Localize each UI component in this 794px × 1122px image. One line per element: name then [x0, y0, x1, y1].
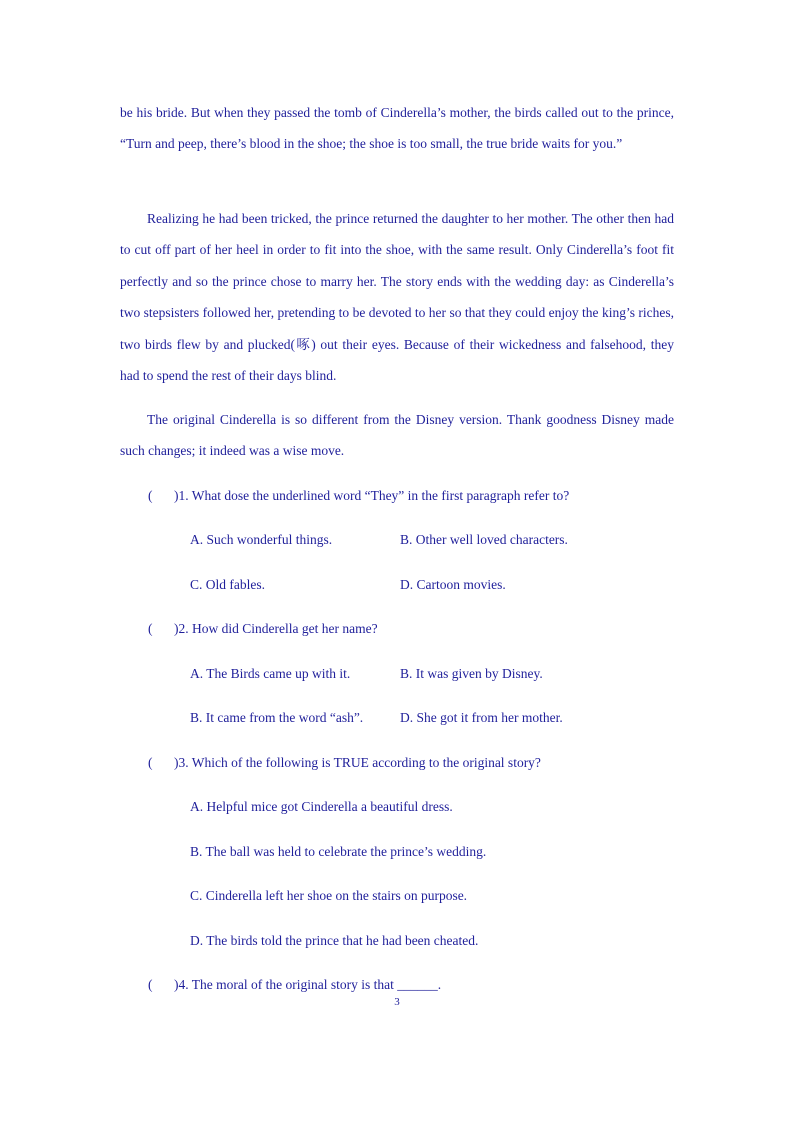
question-text: )2. How did Cinderella get her name? [174, 621, 378, 636]
question-1 [148, 486, 569, 506]
q2-option-b: B. It was given by Disney. [400, 666, 543, 681]
answer-blank: ( [148, 755, 153, 770]
q1-option-d: D. Cartoon movies. [400, 577, 506, 592]
q3-option-a: A. Helpful mice got Cinderella a beautiful dress. [190, 799, 453, 814]
q1-option-a: A. Such wonderful things. [190, 532, 333, 547]
question-text: )1. What dose the underlined word “They” in the first paragraph refer to? [174, 488, 570, 503]
passage-paragraph-3: The original Cinderella is so different from the Disney version. Thank goodness Disney made such changes; it indeed was a wise move. [120, 412, 674, 459]
q1-option-b: B. Other well loved characters. [400, 532, 568, 547]
q3-option-b: B. The ball was held to celebrate the prince’s wedding. [190, 844, 487, 859]
q2-option-d: D. She got it from her mother. [400, 710, 563, 725]
question-2 [148, 619, 378, 639]
passage-paragraph-1: be his bride. But when they passed the tomb of Cinderella’s mother, the birds called out to the prince, “Turn and peep, there’s blood in the shoe; the shoe is too small, the true bride waits for you.” [120, 105, 674, 152]
question-text: )3. Which of the following is TRUE according to the original story? [174, 755, 541, 770]
q2-option-a: A. The Birds came up with it. [190, 666, 351, 681]
answer-blank: ( [148, 621, 153, 636]
question-3 [148, 753, 541, 773]
q3-option-c: C. Cinderella left her shoe on the stairs on purpose. [190, 888, 468, 903]
q2-option-c: B. It came from the word “ash”. [190, 710, 364, 725]
question-4 [148, 975, 441, 995]
question-text: )4. The moral of the original story is that ______. [174, 977, 442, 992]
q1-option-c: C. Old fables. [190, 577, 265, 592]
passage-paragraph-2: Realizing he had been tricked, the prince returned the daughter to her mother. The other then had to cut off part of her heel in order to fit into the shoe, with the same result. Only Cinderella’s foot fit perfectly and so the prince chose to marry her. The story ends with the wedding day: as Cinderella’s two stepsisters followed her, pretending to be devoted to her so that they could enjoy the king’s riches, two birds flew by and plucked(啄) out their eyes. Because of their wickedness and falsehood, they had to spend the rest of their days blind. [120, 211, 674, 384]
answer-blank: ( [148, 977, 153, 992]
page-number: 3 [394, 996, 400, 1008]
answer-blank: ( [148, 488, 153, 503]
q3-option-d: D. The birds told the prince that he had been cheated. [190, 933, 479, 948]
